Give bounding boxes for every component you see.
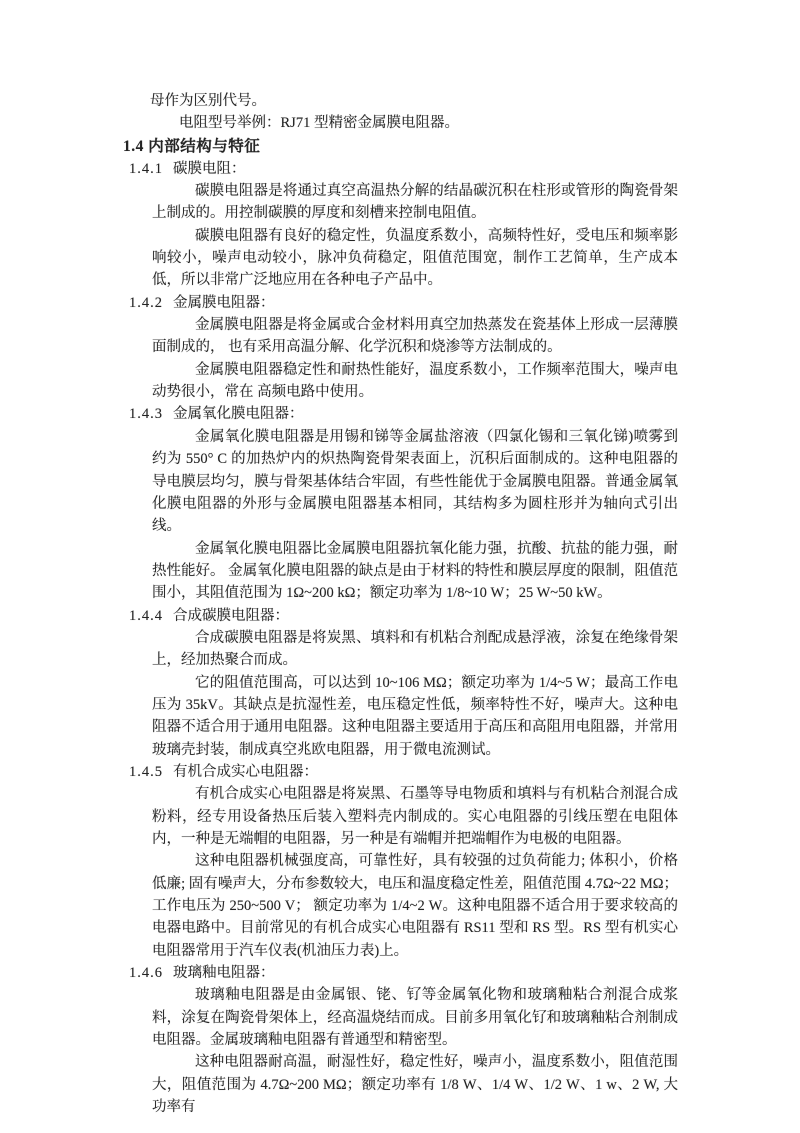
paragraph: 碳膜电阻器有良好的稳定性，负温度系数小，高频特性好，受电压和频率影响较小，噪声电动较小，脉冲负荷稳定，阻值范围宽，制作工艺简单，生产成本低，所以非常广泛地应用在各种电子产品中。 bbox=[152, 227, 678, 289]
paragraph: 碳膜电阻器是将通过真空高温热分解的结晶碳沉积在柱形或管形的陶瓷骨架上制成的。用控制碳膜的厚度和刻槽来控制电阻值。 bbox=[152, 183, 678, 222]
section-number: 1.4.2 bbox=[129, 294, 163, 311]
section-heading: 1.4 内部结构与特征 bbox=[123, 137, 261, 155]
item-head bbox=[123, 292, 678, 314]
section-title: 合成碳膜电阻器： bbox=[173, 607, 289, 624]
intro-line: 电阻型号举例：RJ71 型精密金属膜电阻器。 bbox=[179, 115, 459, 132]
section-synthetic-carbon-film bbox=[123, 605, 678, 761]
section-organic-solid bbox=[123, 761, 678, 962]
intro-line: 母作为区别代号。 bbox=[150, 93, 266, 109]
paragraph: 金属氧化膜电阻器比金属膜电阻器抗氧化能力强，抗酸、抗盐的能力强，耐热性能好。 金属氧化膜电阻器的缺点是由于材料的特性和膜层厚度的限制，阻值范围小，其阻值范围为 1Ω~200 kΩ；额定功率为 1/8~10 W；25 W~50 kW。 bbox=[152, 540, 678, 602]
section-title: 金属膜电阻器： bbox=[173, 294, 275, 311]
section-title: 有机合成实心电阻器： bbox=[173, 763, 318, 780]
item-head bbox=[123, 962, 678, 984]
section-number: 1.4.1 bbox=[129, 160, 163, 177]
section-title: 金属氧化膜电阻器： bbox=[173, 406, 304, 423]
section-metal-film bbox=[123, 292, 678, 404]
section-number: 1.4.6 bbox=[129, 965, 163, 982]
paragraph: 玻璃釉电阻器是由金属银、铑、钌等金属氧化物和玻璃釉粘合剂混合成浆料，涂复在陶瓷骨架体上，经高温烧结而成。目前多用氧化钌和玻璃釉粘合剂制成电阻器。金属玻璃釉电阻器有普通型和精密型。 bbox=[152, 987, 678, 1049]
section-title: 玻璃釉电阻器： bbox=[173, 965, 275, 982]
paragraph: 金属膜电阻器稳定性和耐热性能好，温度系数小，工作频率范围大，噪声电动势很小，常在 高频电路中使用。 bbox=[152, 361, 678, 401]
section-metal-oxide-film bbox=[123, 403, 678, 604]
item-head bbox=[123, 605, 678, 627]
document-page bbox=[123, 90, 678, 1118]
paragraph: 金属氧化膜电阻器是用锡和锑等金属盐溶液（四氯化锡和三氧化锑)喷雾到约为 550° C 的加热炉内的炽热陶瓷骨架表面上，沉积后面制成的。这种电阻器的导电膜层均匀，膜与骨架基体结合牢固，有些性能优于金属膜电阻器。普通金属氧化膜电阻器的外形与金属膜电阻器基本相同，其结构多为圆柱形并为轴向式引出线。 bbox=[152, 428, 678, 535]
section-carbon-film bbox=[123, 158, 678, 292]
section-number: 1.4.4 bbox=[129, 607, 163, 624]
paragraph: 合成碳膜电阻器是将炭黑、填料和有机粘合剂配成悬浮液，涂复在绝缘骨架上，经加热聚合而成。 bbox=[152, 629, 678, 669]
paragraph: 这种电阻器耐高温，耐湿性好，稳定性好，噪声小，温度系数小，阻值范围大，阻值范围为 4.7Ω~200 MΩ；额定功率有 1/8 W、1/4 W、1/2 W、1 w、2 W, 大功率有 bbox=[152, 1054, 678, 1116]
item-head bbox=[123, 403, 678, 425]
paragraph: 这种电阻器机械强度高，可靠性好，具有较强的过负荷能力; 体积小，价格低廉; 固有噪声大，分布参数较大，电压和温度稳定性差，阻值范围 4.7Ω~22 MΩ；工作电压为 250~500 V； 额定功率为 1/4~2 W。这种电阻器不适合用于要求较高的电器电路中。目前常见的有机合成实心电阻器有 RS11 型和 RS 型。RS 型有机实心电阻器常用于汽车仪表(机油压力表)上。 bbox=[152, 853, 678, 959]
item-head bbox=[123, 761, 678, 783]
section-glass-glaze bbox=[123, 962, 678, 1118]
paragraph: 金属膜电阻器是将金属或合金材料用真空加热蒸发在瓷基体上形成一层薄膜面制成的， 也有采用高温分解、化学沉积和烧渗等方法制成的。 bbox=[152, 317, 678, 356]
section-number: 1.4.3 bbox=[129, 406, 163, 423]
section-number: 1.4.5 bbox=[129, 763, 163, 780]
paragraph: 有机合成实心电阻器是将炭黑、石墨等导电物质和填料与有机粘合剂混合成粉料，经专用设备热压后装入塑料壳内制成的。实心电阻器的引线压塑在电阻体内，一种是无端帽的电阻器，另一种是有端帽并把端帽作为电极的电阻器。 bbox=[152, 786, 678, 847]
section-title: 碳膜电阻： bbox=[173, 160, 246, 177]
item-head bbox=[123, 158, 678, 180]
paragraph: 它的阻值范围高，可以达到 10~106 MΩ；额定功率为 1/4~5 W；最高工作电压为 35kV。其缺点是抗湿性差，电压稳定性低，频率特性不好，噪声大。这种电阻器不适合用于通用电阻器。这种电阻器主要适用于高压和高阻用电阻器，并常用玻璃壳封装，制成真空兆欧电阻器，用于微电流测试。 bbox=[152, 674, 678, 758]
